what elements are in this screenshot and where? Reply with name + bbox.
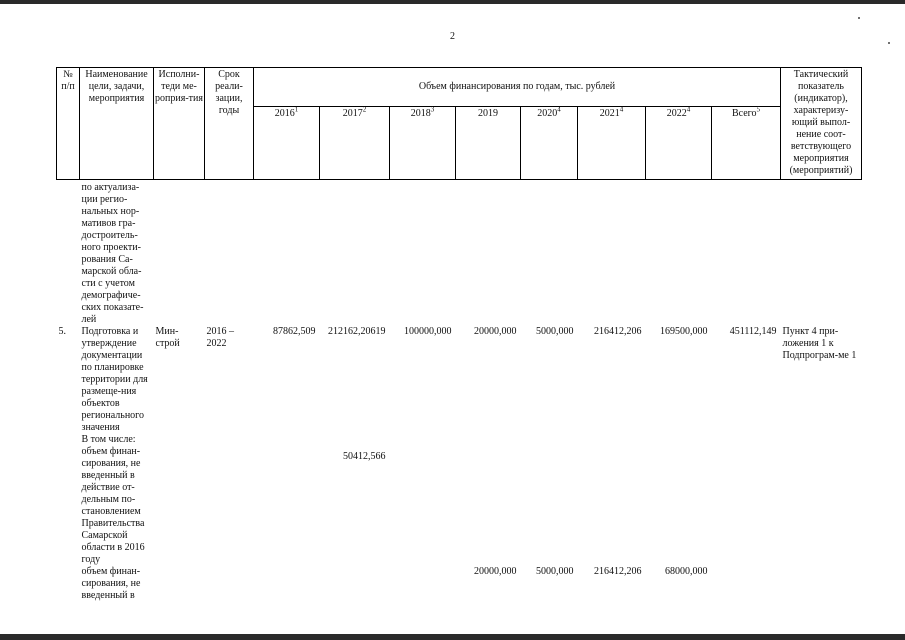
header-num: № п/п [57,68,80,180]
row-including-label: В том числе: [81,434,136,445]
header-year-2017: 2017$^2$ [320,107,390,180]
header-total: Всего$^5$ [712,107,781,180]
row-sub-a-2017: 50412,566 [343,451,386,462]
row-5-executor: Мин-строй [155,326,180,349]
row-sub-a-name: объем финан-сирования, не введенный в действие от-дельным по-становлением Правительства Самарской области в 2016 году [81,446,145,565]
page-number: 2 [450,31,455,42]
row-sub-b-2022: 68000,000 [665,566,708,577]
table-row [57,180,862,327]
row-5-2018: 100000,000 [404,326,452,337]
table-row [57,446,862,566]
scan-edge-top [0,0,905,4]
row-sub-b-2020: 5000,000 [536,566,574,577]
row-5-2022: 169500,000 [660,326,708,337]
row-5-num: 5. [58,326,66,337]
row-5-2016: 87862,509 [273,326,316,337]
row-5-2021: 216412,206 [594,326,642,337]
row-cont-name: по актуализа-ции регио-нальных нор-мативов гра-достроитель-ного проекти-рования Са-марской обла-сти с учетом демографиче-ских показате-лей [81,182,144,325]
row-5-term: 2016 – 2022 [206,326,234,349]
scan-speck [858,17,860,19]
row-5-2019: 20000,000 [474,326,517,337]
header-year-2022: 2022$^4$ [646,107,712,180]
header-term: Срок реали-зации, годы [205,68,254,180]
row-sub-b-2021: 216412,206 [594,566,642,577]
row-5-name: Подготовка и утверждение документации по планировке территории для размеще-ния объектов регионального значения [81,326,148,433]
row-5-indicator: Пункт 4 при-ложения 1 к Подпрограм-ме 1 [782,326,857,361]
header-year-2016: 2016$^1$ [254,107,320,180]
row-5-2020: 5000,000 [536,326,574,337]
funding-table [56,67,862,602]
header-year-2018: 2018$^3$ [390,107,456,180]
header-funding: Объем финансирования по годам, тыс. рублей [254,68,781,107]
row-sub-b-2019: 20000,000 [474,566,517,577]
scan-edge-bottom [0,634,905,640]
header-executor: Исполни-теди ме-роприя-тия [154,68,205,180]
header-name: Наименование цели, задачи, мероприятия [80,68,154,180]
row-5-total: 451112,149 [729,326,777,337]
scan-speck [888,42,890,44]
table-row [57,566,862,602]
row-5-2017: 212162,20619 [328,326,386,337]
header-indicator: Тактический показатель (индикатор), характеризу-ющий выпол-нение соот-ветствующего мероприятия (мероприятий) [781,68,862,180]
row-sub-b-name: объем финан-сирования, не введенный в [81,566,141,601]
table-row [57,326,862,434]
header-year-2021: 2021$^4$ [578,107,646,180]
table-row [57,434,862,446]
header-year-2020: 2020$^4$ [521,107,578,180]
header-year-2019: 2019 [456,107,521,180]
